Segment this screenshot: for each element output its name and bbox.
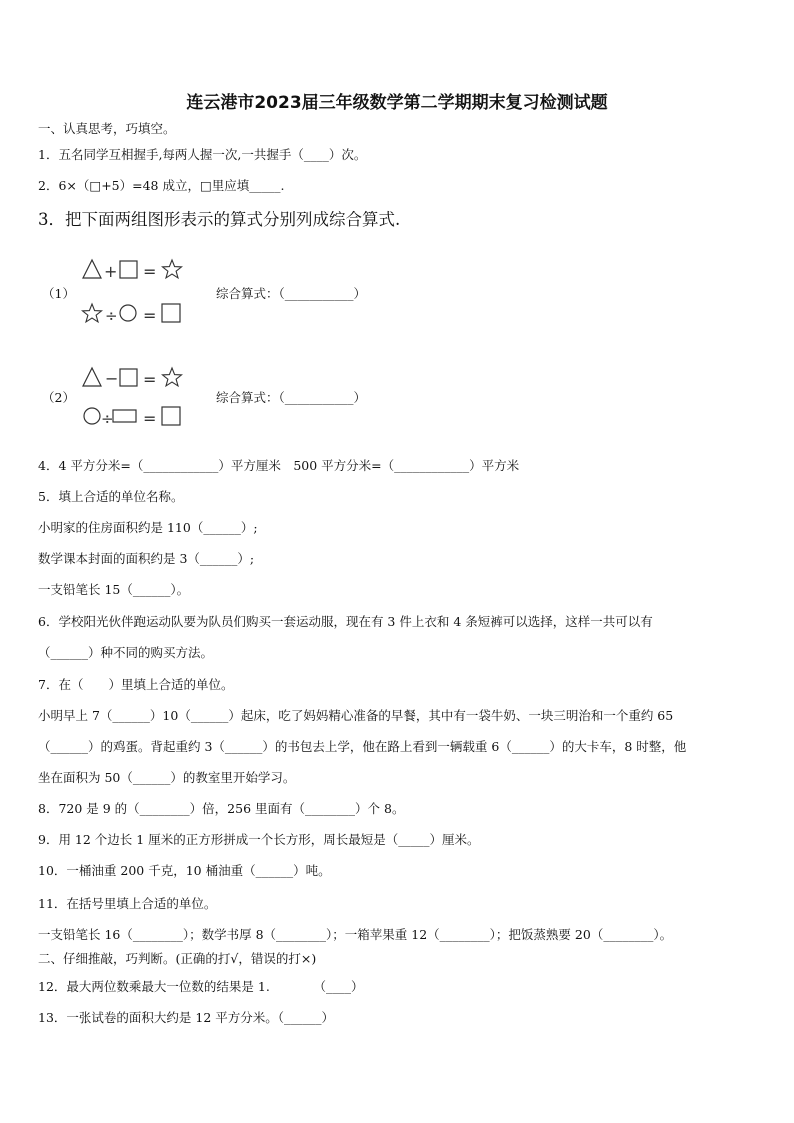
plus-sign: + [104, 262, 118, 281]
star-shape [83, 304, 102, 322]
fig1-answer-label: 综合算式：（___________） [216, 286, 367, 301]
rectangle-shape [113, 410, 136, 422]
question-7-line1: 小明早上 7（______）10（______）起床，吃了妈妈精心准备的早餐，其中有一袋牛奶、一块三明治和一个重约 65 [38, 708, 674, 723]
divide-sign: ÷ [101, 410, 114, 428]
equals-sign: = [143, 262, 157, 281]
question-7-line2: （______）的鸡蛋。背起重约 3（______）的书包去上学，他在路上看到一辆载重 6（______）的大卡车，8 时整，他 [38, 739, 687, 754]
page-title: 连云港市2023届三年级数学第二学期期末复习检测试题 [186, 93, 608, 113]
section-1-heading: 一、认真思考，巧填空。 [38, 121, 176, 136]
fig2-shapes [80, 366, 190, 430]
question-5-c: 一支铅笔长 15（______）。 [38, 582, 190, 597]
fig1-shapes [80, 258, 190, 328]
divide-sign: ÷ [105, 307, 118, 325]
question-9: 9．用 12 个边长 1 厘米的正方形拼成一个长方形，周长最短是（_____）厘米。 [38, 832, 480, 847]
question-10: 10．一桶油重 200 千克，10 桶油重（______）吨。 [38, 863, 331, 878]
circle-shape [84, 408, 100, 424]
question-8: 8．720 是 9 的（________）倍，256 里面有（________）个 8。 [38, 801, 405, 816]
star-shape [163, 368, 182, 386]
question-6-line2: （______）种不同的购买方法。 [38, 645, 214, 660]
question-12: 12．最大两位数乘最大一位数的结果是 1. （____） [38, 979, 364, 994]
fig2-answer-label: 综合算式：（___________） [216, 390, 367, 405]
square-shape [120, 261, 137, 278]
question-7-stem: 7．在（ ）里填上合适的单位。 [38, 677, 234, 692]
fig1-shape-equations [80, 258, 190, 328]
equals-sign: = [143, 409, 157, 428]
triangle-shape [83, 260, 101, 278]
fig2-shape-equations [80, 366, 190, 430]
question-11-stem: 11．在括号里填上合适的单位。 [38, 896, 217, 911]
question-6-line1: 6．学校阳光伙伴跑运动队要为队员们购买一套运动服，现在有 3 件上衣和 4 条短裤可以选择，这样一共可以有 [38, 614, 653, 629]
question-3: 3．把下面两组图形表示的算式分别列成综合算式. [38, 210, 401, 229]
fig1-number: （1） [42, 286, 75, 301]
question-5-stem: 5．填上合适的单位名称。 [38, 489, 184, 504]
equals-sign: = [143, 370, 157, 389]
fig2-number: （2） [42, 390, 75, 405]
minus-sign: − [105, 369, 119, 388]
question-11-line: 一支铅笔长 16（________）；数学书厚 8（________）；一箱苹果重 12（________）；把饭蒸熟要 20（________）。 [38, 927, 673, 942]
question-4: 4．4 平方分米=（____________）平方厘米 500 平方分米=（____________）平方米 [38, 458, 520, 473]
triangle-shape [83, 368, 101, 386]
section-2-heading: 二、仔细推敲，巧判断。(正确的打√，错误的打×) [38, 951, 317, 966]
star-shape [163, 260, 182, 278]
question-2: 2．6×（□+5）=48 成立，□里应填_____. [38, 178, 285, 193]
question-7-line3: 坐在面积为 50（______）的教室里开始学习。 [38, 770, 296, 785]
question-1: 1．五名同学互相握手,每两人握一次,一共握手（____）次。 [38, 147, 367, 162]
question-13: 13．一张试卷的面积大约是 12 平方分米。（______） [38, 1010, 335, 1025]
question-5-a: 小明家的住房面积约是 110（______）; [38, 520, 258, 535]
circle-shape [120, 305, 136, 321]
square-shape [120, 369, 137, 386]
equals-sign: = [143, 306, 157, 325]
question-5-b: 数学课本封面的面积约是 3（______）; [38, 551, 255, 566]
square-shape [162, 304, 180, 322]
square-shape [162, 407, 180, 425]
